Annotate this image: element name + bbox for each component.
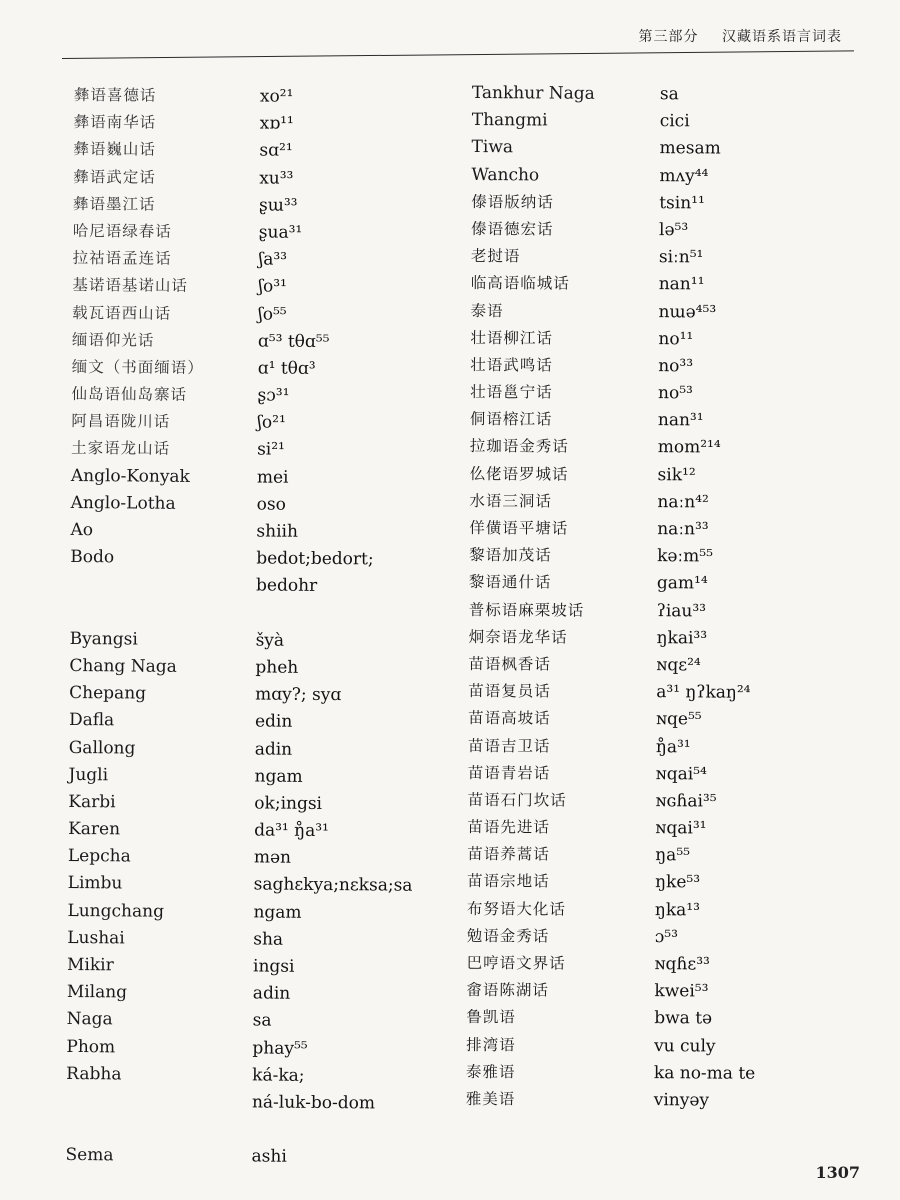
language-name: 彝语喜德话	[73, 85, 157, 105]
word-form: ashi	[251, 1146, 287, 1168]
entry-row	[71, 490, 471, 520]
word-form: ʔiau³³	[656, 600, 707, 622]
language-name: 壮语柳江话	[470, 328, 553, 348]
language-name: 泰语	[470, 301, 504, 320]
language-name: 佯僙语平塘话	[469, 518, 569, 538]
entry-row	[469, 488, 869, 518]
language-name: 拉珈语金秀话	[469, 437, 569, 457]
word-form: nan³¹	[657, 410, 704, 431]
entry-row	[471, 243, 871, 273]
language-name: Dafla	[68, 710, 115, 731]
entry-row	[74, 109, 474, 139]
language-name: 巴哼语文界话	[466, 953, 566, 973]
entry-row	[73, 136, 473, 166]
word-form: mɑy?; syɑ	[255, 684, 342, 706]
language-name: Naga	[66, 1009, 113, 1030]
language-name: 壮语邕宁话	[470, 383, 553, 402]
word-form: adin	[252, 983, 291, 1004]
entry-row	[468, 732, 868, 762]
language-name: Karbi	[68, 791, 116, 813]
word-form: ɴqɛ²⁴	[656, 655, 701, 676]
entry-row	[471, 297, 871, 327]
word-form: sa	[252, 1010, 272, 1031]
language-name: 鲁凯语	[466, 1008, 516, 1027]
language-name: 布努语大化话	[466, 899, 567, 919]
entry-row	[469, 569, 869, 599]
word-form: vu culy	[654, 1035, 716, 1057]
running-header	[639, 26, 842, 46]
word-form: ʂɔ³¹	[257, 385, 290, 406]
entry-row	[72, 327, 472, 357]
entry-row	[68, 870, 468, 900]
entry-row	[469, 542, 869, 572]
language-name: 泰雅语	[465, 1062, 516, 1082]
word-form: ŋkai³³	[656, 627, 708, 649]
entry-row	[470, 352, 870, 382]
entry-row	[469, 597, 869, 627]
word-form: ɴqai⁵⁴	[655, 763, 707, 785]
word-form: no³³	[658, 356, 694, 377]
language-name: Rabha	[66, 1063, 122, 1085]
entry-row	[65, 1142, 465, 1172]
language-name: 炯奈语龙华话	[468, 627, 568, 647]
entry-row	[67, 1006, 467, 1036]
language-name: 彝语南华话	[73, 113, 157, 132]
word-form: tsin¹¹	[659, 192, 705, 214]
word-form: ka no-ma te	[653, 1062, 756, 1084]
entry-row	[73, 245, 473, 275]
entry-row	[69, 653, 469, 683]
running-header-title: 汉藏语系语言词表	[722, 29, 842, 45]
entry-row	[466, 1004, 866, 1034]
language-name: 载瓦语西山话	[72, 303, 172, 323]
entry-row	[71, 435, 471, 465]
entry-row	[471, 189, 871, 219]
language-name: 苗语枫香话	[468, 654, 552, 674]
word-form: kwei⁵³	[654, 981, 709, 1002]
language-name: Phom	[66, 1036, 116, 1057]
word-form: ɴɢɦai³⁵	[655, 791, 717, 812]
language-name: Anglo-Konyak	[70, 465, 190, 487]
word-form: xɒ¹¹	[259, 113, 294, 134]
entry-row	[467, 814, 867, 844]
language-name: 壮语武鸣话	[470, 355, 553, 375]
entry-row	[69, 707, 469, 737]
entry-row	[66, 1034, 466, 1064]
entry-row	[469, 624, 869, 654]
word-form: ná-luk-bo-dom	[251, 1092, 376, 1114]
language-name: 侗语榕江话	[469, 410, 553, 429]
word-form: šyà	[255, 630, 285, 651]
language-name: Byangsi	[69, 628, 138, 650]
word-form: ɴqai³¹	[655, 818, 707, 839]
entry-row	[67, 898, 467, 928]
language-name: 雅美语	[465, 1089, 516, 1109]
language-name: Mikir	[66, 954, 114, 976]
word-form: sha	[253, 929, 284, 950]
language-name: Lushai	[67, 927, 125, 949]
entry-row	[468, 760, 868, 790]
word-form: ʂua³¹	[258, 222, 303, 243]
word-form: nan¹¹	[658, 274, 705, 295]
word-form: vinyəy	[653, 1090, 710, 1111]
word-form: xu³³	[259, 168, 294, 189]
word-form: bedohr	[255, 575, 318, 597]
language-name: 土家语龙山话	[71, 439, 171, 459]
language-name: Chepang	[69, 683, 147, 704]
word-form: ʃo²¹	[257, 412, 286, 433]
language-name: 阿昌语陇川话	[71, 412, 171, 432]
entry-row	[73, 218, 473, 248]
word-form: ká-ka;	[252, 1065, 305, 1086]
entry-row	[72, 354, 472, 384]
entry-row	[471, 216, 871, 246]
entry-row	[470, 433, 870, 463]
word-form: xo²¹	[259, 86, 294, 107]
word-form: edin	[254, 711, 293, 733]
language-name: Milang	[66, 982, 128, 1003]
entry-row	[70, 517, 470, 547]
entry-row	[71, 408, 471, 438]
word-form: ngam	[254, 766, 303, 787]
entry-row	[67, 925, 467, 955]
word-form: ŋke⁵³	[655, 872, 701, 893]
word-form: oso	[256, 494, 286, 515]
word-form: siːn⁵¹	[658, 247, 704, 268]
word-form: phay⁵⁵	[252, 1037, 308, 1059]
word-form: ɴqɦɛ³³	[654, 954, 710, 975]
word-form: gam¹⁴	[656, 573, 708, 594]
language-name: Karen	[68, 819, 121, 840]
language-name: 苗语青岩话	[467, 763, 551, 783]
entry-row	[66, 1061, 466, 1091]
entry-row	[470, 325, 870, 355]
language-name: Gallong	[68, 737, 136, 759]
language-name: 普标语麻栗坡话	[468, 600, 585, 620]
entry-row	[68, 762, 468, 792]
entry-row	[70, 571, 470, 601]
language-name: Jugli	[68, 764, 109, 785]
word-form: cici	[659, 111, 690, 132]
word-form: a³¹ ŋʔkaŋ²⁴	[656, 682, 751, 703]
entry-row	[471, 270, 871, 300]
language-name: 苗语石门坎话	[467, 790, 567, 810]
language-name: 苗语宗地话	[467, 872, 550, 891]
language-name: Tankhur Naga	[471, 82, 595, 104]
entry-row	[472, 134, 872, 164]
language-name: 苗语吉卫话	[467, 736, 551, 755]
entry-row	[467, 896, 867, 926]
word-form: shiih	[256, 521, 299, 542]
word-form: ɑ⁵³ tθɑ⁵⁵	[257, 331, 330, 352]
language-name: 傣语版纳话	[471, 192, 554, 212]
language-name: Anglo-Lotha	[70, 492, 176, 514]
word-form: ɴqe⁵⁵	[656, 709, 702, 730]
word-form: ngam	[253, 902, 302, 923]
word-form: ʂɯ³³	[258, 195, 298, 216]
entry-row	[466, 1032, 866, 1062]
word-form: no¹¹	[658, 328, 694, 350]
entry-row	[466, 1086, 866, 1116]
language-name: 基诺语基诺山话	[72, 276, 188, 296]
entry-row	[467, 868, 867, 898]
entry-row	[466, 1059, 866, 1089]
language-name: 拉祜语孟连话	[72, 249, 172, 268]
entry-row	[68, 789, 468, 819]
entry-row	[472, 80, 872, 110]
entry-row	[468, 787, 868, 817]
language-name: 仙岛语仙岛寨话	[71, 385, 188, 404]
language-name: Wancho	[471, 164, 540, 185]
spacer	[70, 599, 470, 629]
entry-row	[467, 950, 867, 980]
word-form: pheh	[255, 657, 299, 678]
entry-row	[472, 107, 872, 137]
entry-row	[468, 651, 868, 681]
word-form: adin	[254, 738, 293, 760]
language-name: Bodo	[70, 547, 115, 568]
word-form: ok;ingsi	[254, 793, 323, 814]
word-form: bedot;bedort;	[256, 548, 374, 570]
language-name: Chang Naga	[69, 655, 177, 677]
word-form: ingsi	[252, 956, 295, 977]
word-form: ʃo³¹	[258, 276, 287, 297]
language-name: Tiwa	[471, 137, 514, 158]
language-name: 水语三洞话	[469, 491, 552, 511]
word-form: saghɛkya;nɛksa;sa	[253, 874, 413, 897]
word-form: mom²¹⁴	[657, 437, 721, 458]
entry-row	[68, 843, 468, 873]
entry-row	[70, 544, 470, 574]
word-form: sa	[659, 84, 679, 105]
entry-row	[72, 272, 472, 302]
language-name: 傣语德宏话	[471, 219, 554, 239]
language-name: 畲语陈湖话	[466, 981, 550, 1000]
word-form: naːn³³	[657, 519, 709, 540]
language-name: 苗语养蒿话	[467, 845, 550, 864]
entry-row	[66, 1088, 466, 1118]
language-name: 彝语墨江话	[72, 194, 156, 214]
word-form: nɯə⁴⁵³	[658, 301, 717, 322]
language-name: 仫佬语罗城话	[469, 464, 569, 484]
entry-row	[470, 461, 870, 491]
entry-row	[69, 734, 469, 764]
language-name: 苗语先进话	[467, 818, 551, 837]
entry-row	[466, 977, 866, 1007]
entry-row	[67, 979, 467, 1009]
entry-row	[73, 164, 473, 194]
word-form: bwa tə	[654, 1008, 713, 1029]
page-number: 1307	[815, 1163, 860, 1182]
word-form: sɑ²¹	[259, 140, 293, 162]
entry-row	[470, 379, 870, 409]
language-name: 彝语巍山话	[73, 140, 157, 160]
language-name: 老挝语	[470, 247, 521, 266]
entry-row	[70, 626, 470, 656]
language-name: Thangmi	[471, 110, 548, 131]
entry-row	[468, 678, 868, 708]
language-name: Ao	[70, 519, 94, 541]
running-header-section: 第三部分	[638, 29, 699, 45]
entry-row	[471, 162, 871, 192]
language-name: Limbu	[67, 873, 123, 894]
word-form: ŋa⁵⁵	[655, 845, 691, 866]
left-column	[65, 82, 474, 1173]
entry-row	[69, 680, 469, 710]
language-name: 哈尼语绿春话	[72, 221, 172, 241]
entry-row	[74, 82, 474, 112]
word-form: ʃo⁵⁵	[258, 303, 287, 325]
entry-row	[71, 463, 471, 493]
language-name: Lungchang	[67, 900, 165, 922]
word-form: lə⁵³	[659, 220, 689, 241]
word-form: ʃa³³	[258, 249, 288, 270]
entry-row	[467, 841, 867, 871]
language-name: Lepcha	[67, 846, 131, 867]
header-rule	[62, 50, 854, 59]
word-form: naːn⁴²	[657, 491, 709, 513]
entry-row	[71, 381, 471, 411]
word-form: mesam	[659, 138, 721, 159]
word-form: mʌy⁴⁴	[659, 165, 709, 187]
word-form: ŋka¹³	[654, 899, 701, 921]
language-name: 勉语金秀话	[466, 926, 550, 946]
spacer	[66, 1115, 466, 1145]
language-name: Sema	[65, 1145, 114, 1166]
language-name: 苗语高坡话	[468, 709, 551, 728]
word-form: si²¹	[257, 439, 285, 461]
entry-row	[468, 705, 868, 735]
word-form: sik¹²	[657, 464, 696, 485]
entry-row	[68, 816, 468, 846]
language-name: 排湾语	[466, 1035, 516, 1054]
entry-row	[470, 406, 870, 436]
word-form: ɑ¹ tθɑ³	[257, 358, 316, 379]
word-form: da³¹ ŋ̊a³¹	[254, 820, 329, 842]
language-name: 苗语复员话	[468, 682, 551, 701]
word-form: mei	[256, 467, 289, 488]
language-name: 缅文（书面缅语）	[71, 357, 204, 377]
word-form: ɔ⁵³	[654, 926, 678, 948]
entry-row	[73, 191, 473, 221]
right-column	[466, 80, 872, 1116]
language-name: 黎语加茂话	[469, 546, 552, 565]
entry-row	[467, 923, 867, 953]
entry-row	[469, 515, 869, 545]
word-form: mən	[253, 847, 292, 868]
language-name: 临高语临城话	[470, 274, 570, 293]
entry-row	[67, 952, 467, 982]
language-name: 缅语仰光话	[71, 330, 155, 350]
entry-row	[72, 299, 472, 329]
word-form: ŋ̊a³¹	[655, 736, 691, 757]
language-name: 黎语通什话	[468, 573, 552, 592]
word-form: kəːm⁵⁵	[657, 546, 713, 567]
language-name: 彝语武定话	[73, 167, 156, 187]
word-form: no⁵³	[658, 383, 693, 404]
